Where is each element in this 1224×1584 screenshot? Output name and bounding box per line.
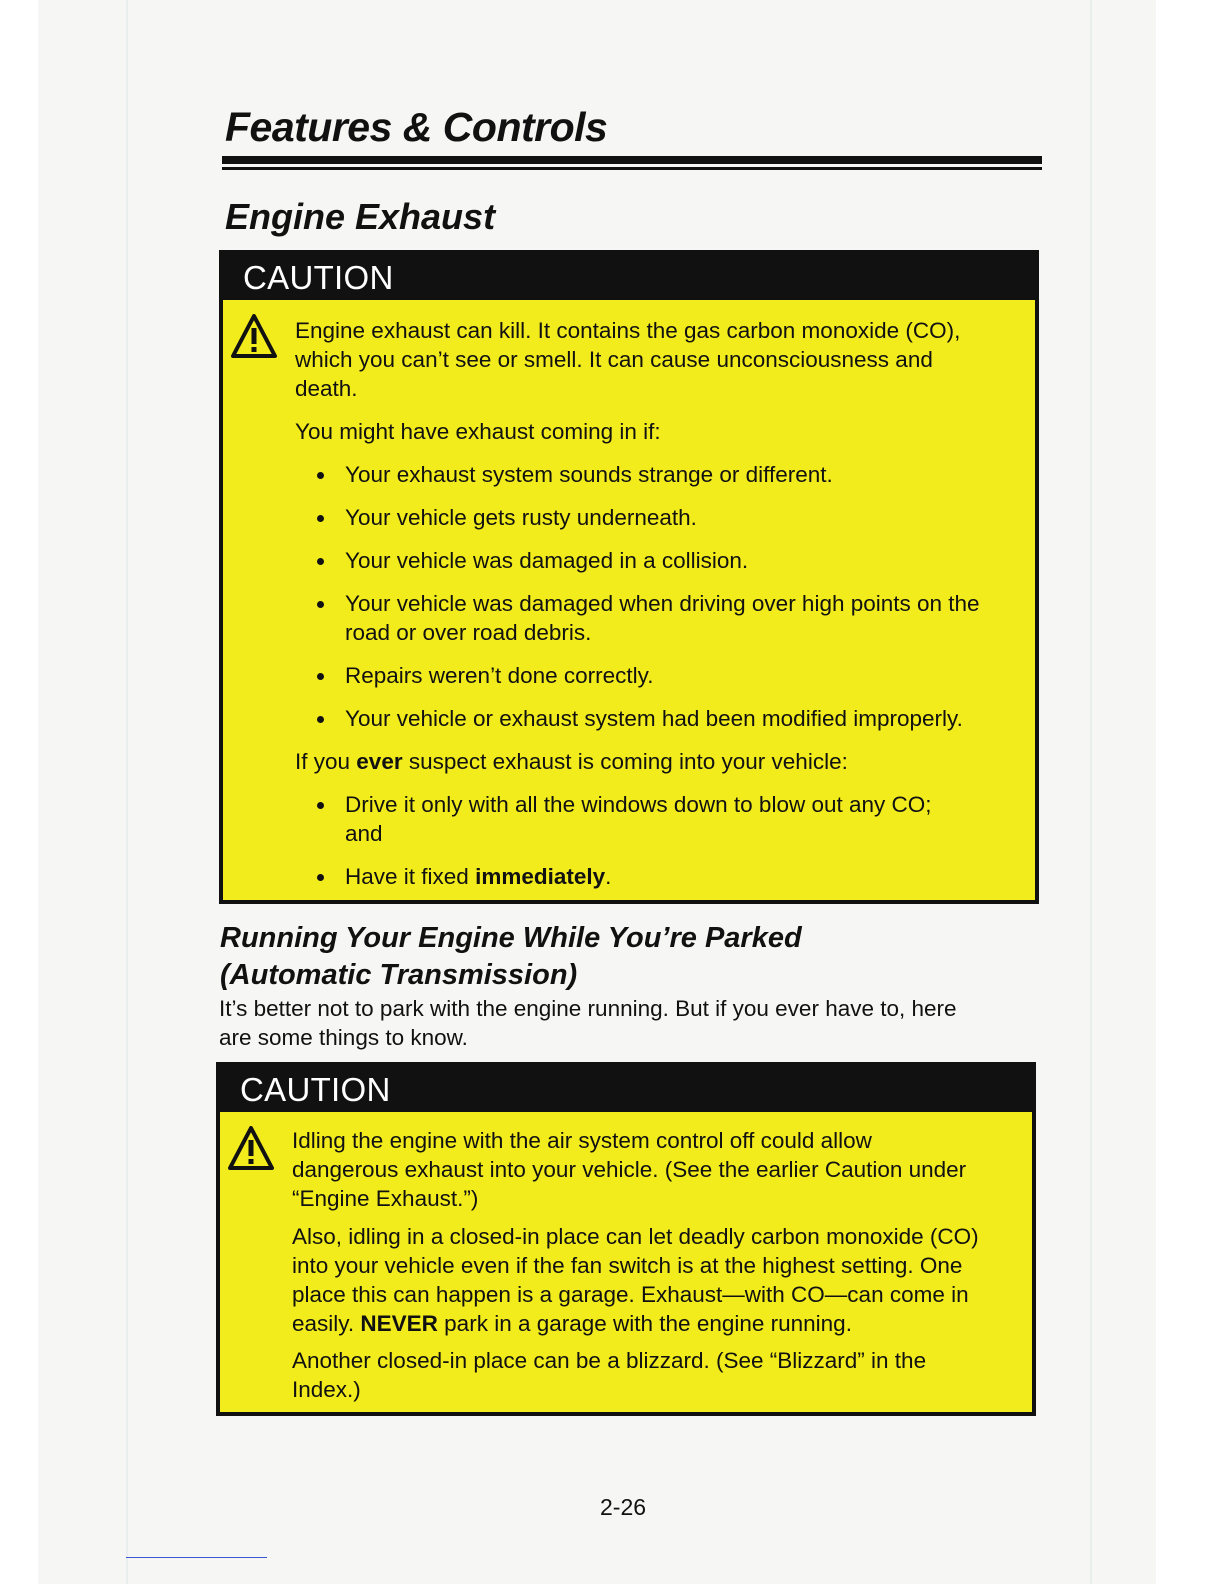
left-margin <box>0 0 38 1584</box>
caution-line: Index.) <box>292 1377 361 1402</box>
warning-triangle-icon <box>228 1126 274 1170</box>
caution-line: Another closed-in place can be a blizzard. (See “Blizzard” in the <box>292 1348 927 1373</box>
bullet-item: Your vehicle or exhaust system had been modified improperly. <box>345 706 963 731</box>
bullet-item: Your exhaust system sounds strange or different. <box>345 462 833 487</box>
never-emphasis: NEVER <box>360 1311 438 1336</box>
section-title: Engine Exhaust <box>225 196 496 237</box>
caution-line: Also, idling in a closed-in place can let deadly carbon monoxide (CO) <box>292 1224 979 1249</box>
bullet-item-continued: and <box>345 821 383 846</box>
caution-line: Idling the engine with the air system control off could allow <box>292 1128 872 1153</box>
page-number: 2-26 <box>600 1494 647 1520</box>
caution-line: dangerous exhaust into your vehicle. (See the earlier Caution under <box>292 1157 967 1182</box>
bullet-dot <box>317 601 324 608</box>
fix-pre: Have it fixed <box>345 864 469 889</box>
caution-heading: CAUTION <box>223 254 1035 300</box>
subsection-title <box>220 920 802 994</box>
bullet-dot <box>317 673 324 680</box>
suspect-sentence <box>295 747 848 776</box>
bullet-dot <box>317 874 324 881</box>
subsection-title-line2: (Automatic Transmission) <box>220 959 578 991</box>
caution-heading: CAUTION <box>220 1066 1032 1112</box>
caution-intro: You might have exhaust coming in if: <box>295 419 661 444</box>
fix-emphasis: immediately <box>475 864 606 889</box>
warning-triangle-icon <box>231 314 277 358</box>
caution-line: which you can’t see or smell. It can cause unconsciousness and <box>295 347 933 372</box>
bullet-item: Repairs weren’t done correctly. <box>345 663 654 688</box>
bullet-item: Your vehicle gets rusty underneath. <box>345 505 697 530</box>
bullet-dot <box>317 515 324 522</box>
never-pre: easily. <box>292 1311 355 1336</box>
paragraph-line: It’s better not to park with the engine running. But if you ever have to, here <box>219 996 957 1021</box>
bullet-dot <box>317 558 324 565</box>
bullet-dot <box>317 802 324 809</box>
bullet-item <box>345 862 611 891</box>
header-rule-thick <box>222 156 1042 164</box>
suspect-pre: If you <box>295 749 351 774</box>
caution-line: death. <box>295 376 358 401</box>
caution-line: Engine exhaust can kill. It contains the gas carbon monoxide (CO), <box>295 318 961 343</box>
caution-line: “Engine Exhaust.”) <box>292 1186 479 1211</box>
footer-underline <box>126 1557 267 1558</box>
caution-line: into your vehicle even if the fan switch is at the highest setting. One <box>292 1253 963 1278</box>
page-edge-left <box>126 0 128 1584</box>
bullet-dot <box>317 472 324 479</box>
suspect-post: suspect exhaust is coming into your vehicle: <box>408 749 848 774</box>
fix-post: . <box>605 864 612 889</box>
never-post: park in a garage with the engine running. <box>444 1311 852 1336</box>
intro-paragraph <box>219 994 1019 1052</box>
header-rule-thin <box>222 167 1042 170</box>
bullet-item: Your vehicle was damaged in a collision. <box>345 548 749 573</box>
suspect-emphasis: ever <box>356 749 403 774</box>
bullet-dot <box>317 716 324 723</box>
caution-box-idling <box>216 1062 1036 1416</box>
page-edge-right <box>1090 0 1092 1584</box>
bullet-item: Drive it only with all the windows down to blow out any CO; <box>345 792 932 817</box>
caution-line <box>292 1309 852 1338</box>
paragraph-line: are some things to know. <box>219 1025 468 1050</box>
bullet-item-continued: road or over road debris. <box>345 620 592 645</box>
bullet-item: Your vehicle was damaged when driving over high points on the <box>345 591 980 616</box>
subsection-title-line1: Running Your Engine While You’re Parked <box>220 922 802 954</box>
caution-line: place this can happen is a garage. Exhaust—with CO—can come in <box>292 1282 969 1307</box>
chapter-title: Features & Controls <box>225 104 608 150</box>
caution-box-engine-exhaust <box>219 250 1039 904</box>
